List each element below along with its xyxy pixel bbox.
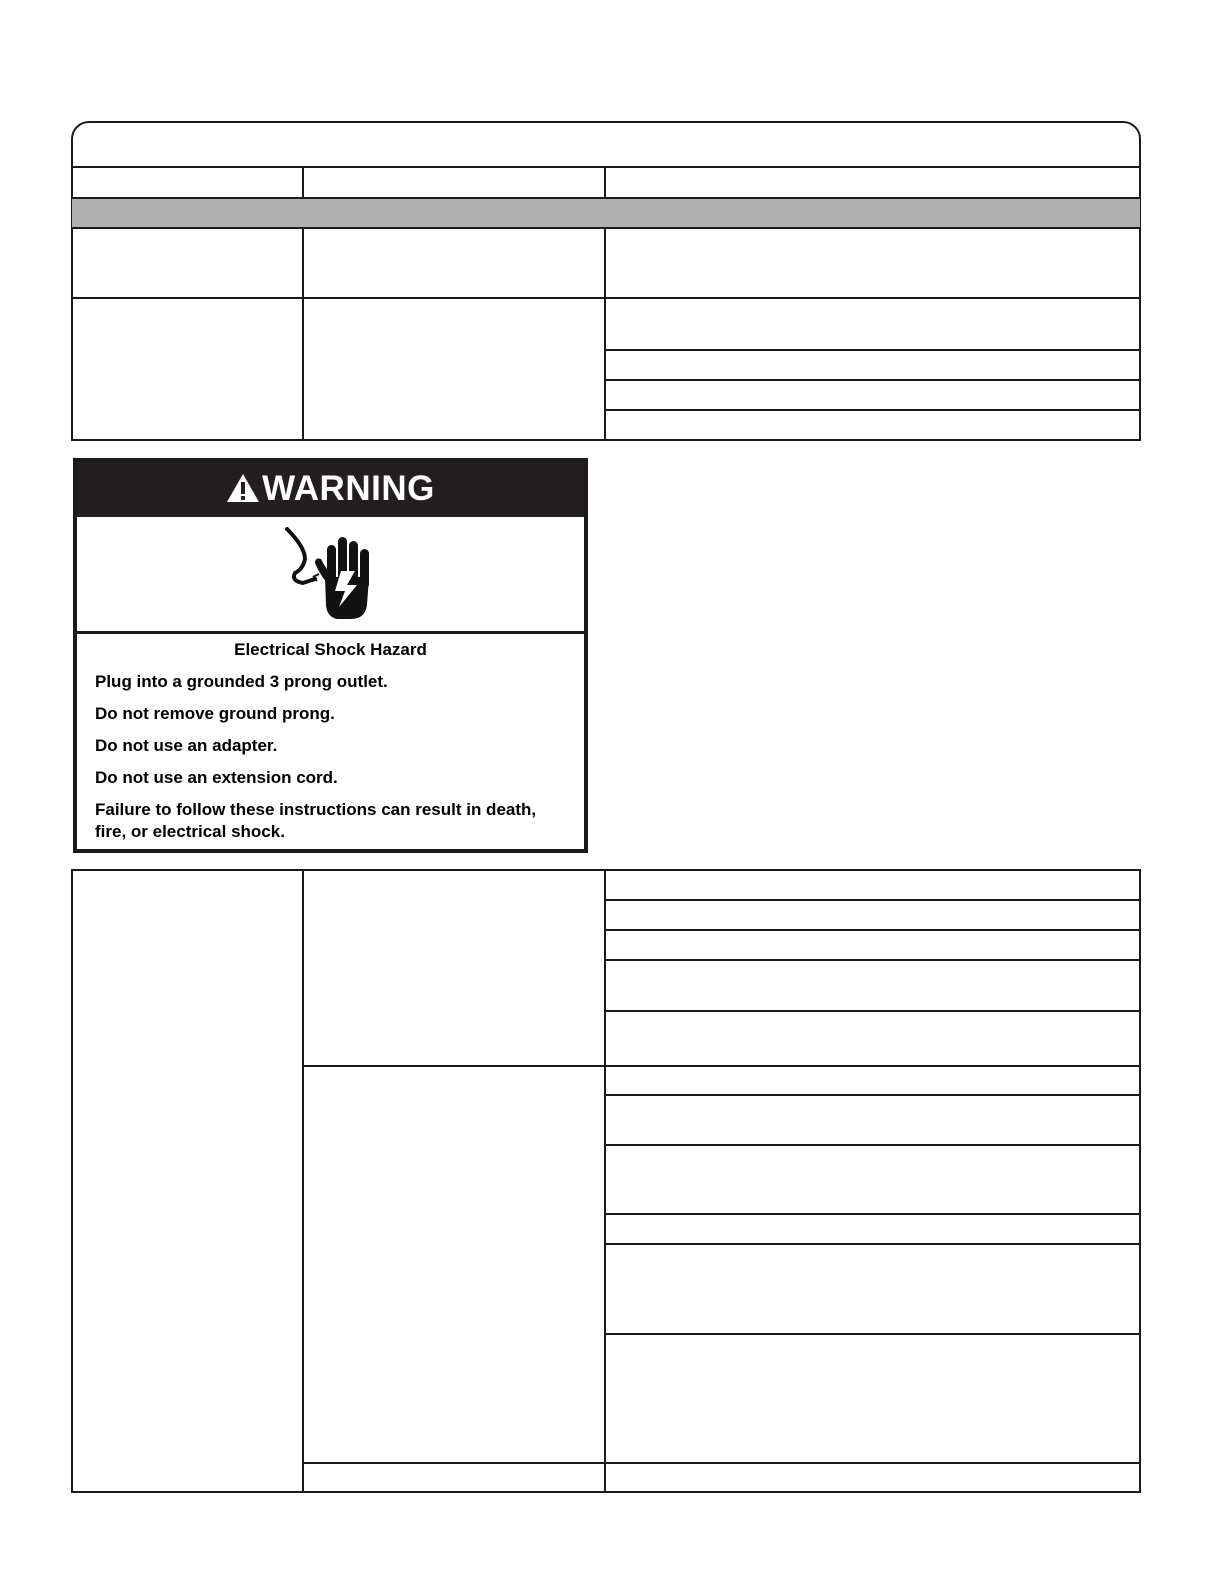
bottom-table-subrow-divider bbox=[605, 1333, 1140, 1335]
top-table-col-divider bbox=[302, 228, 304, 440]
bottom-table-row-divider bbox=[303, 1065, 1140, 1067]
bottom-table-subrow-divider bbox=[605, 959, 1140, 961]
warning-text bbox=[95, 637, 566, 853]
top-table-subrow-divider bbox=[605, 379, 1140, 381]
electrical-shock-hand-icon bbox=[281, 525, 381, 621]
warning-icon-area bbox=[77, 514, 584, 634]
top-table-col-divider bbox=[302, 167, 304, 198]
bottom-table-subrow-divider bbox=[605, 1094, 1140, 1096]
top-table-header-divider bbox=[72, 166, 1140, 168]
warning-line: Failure to follow these instructions can result in death, fire, or electrical shock. bbox=[95, 800, 537, 841]
bottom-table-subrow-divider bbox=[605, 899, 1140, 901]
warning-header bbox=[77, 462, 584, 517]
top-table-section-band bbox=[72, 198, 1140, 228]
top-table-col-divider bbox=[604, 228, 606, 440]
top-table-band-top-border bbox=[72, 197, 1140, 199]
bottom-table-col-divider bbox=[302, 870, 304, 1492]
bottom-table-subrow-divider bbox=[605, 929, 1140, 931]
hazard-title: Electrical Shock Hazard bbox=[234, 640, 427, 659]
top-table-band-bottom-border bbox=[72, 227, 1140, 229]
warning-triangle-icon bbox=[226, 473, 260, 503]
bottom-table-subrow-divider bbox=[605, 1243, 1140, 1245]
warning-line: Do not remove ground prong. bbox=[95, 704, 335, 723]
bottom-table-col-divider bbox=[604, 870, 606, 1492]
warning-line: Plug into a grounded 3 prong outlet. bbox=[95, 672, 388, 691]
bottom-table-subrow-divider bbox=[605, 1213, 1140, 1215]
warning-line: Do not use an extension cord. bbox=[95, 768, 338, 787]
top-table-row-divider bbox=[72, 297, 1140, 299]
warning-title: WARNING bbox=[262, 468, 435, 508]
top-table-subrow-divider bbox=[605, 409, 1140, 411]
bottom-table-subrow-divider bbox=[605, 1144, 1140, 1146]
top-table-col-divider bbox=[604, 167, 606, 198]
bottom-table-frame bbox=[71, 869, 1141, 1493]
bottom-table-row-divider bbox=[303, 1462, 1140, 1464]
warning-line: Do not use an adapter. bbox=[95, 736, 278, 755]
top-table-frame bbox=[71, 121, 1141, 441]
warning-box bbox=[73, 458, 588, 853]
bottom-table-subrow-divider bbox=[605, 1010, 1140, 1012]
top-table-subrow-divider bbox=[605, 349, 1140, 351]
